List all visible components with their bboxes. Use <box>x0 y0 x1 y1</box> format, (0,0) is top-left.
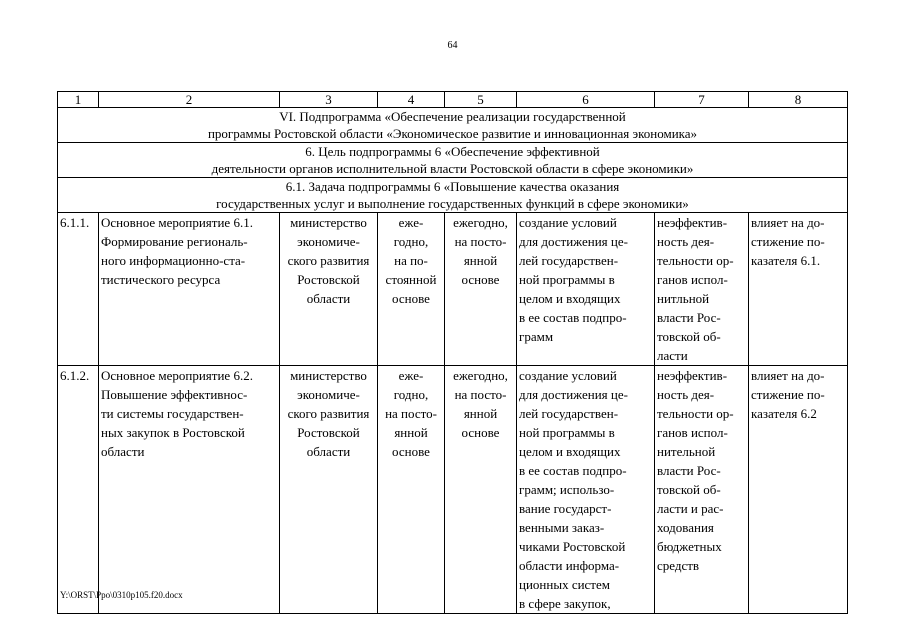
text-line: для достижения це- <box>519 387 628 402</box>
table-row <box>58 366 848 614</box>
text-line: ной программы в <box>519 272 615 287</box>
section-line: деятельности органов исполнительной власти Ростовской области в сфере экономики» <box>211 161 694 176</box>
text-line: годно, <box>393 234 429 249</box>
text-line: ежегодно, <box>453 368 508 383</box>
text-line: в ее состав подпро- <box>519 310 627 325</box>
text-line: ти системы государствен- <box>101 406 244 421</box>
text-line: основе <box>392 291 430 306</box>
text-line: тельности ор- <box>657 406 734 421</box>
text-line: ганов испол- <box>657 272 728 287</box>
table-row <box>58 213 848 366</box>
column-number-row <box>58 92 848 108</box>
text-line: министерство <box>290 368 367 383</box>
text-line: влияет на до- <box>751 368 825 383</box>
consequences <box>655 213 749 366</box>
text-line: области <box>306 291 351 306</box>
text-line: казателя 6.2 <box>751 406 817 421</box>
column-number: 3 <box>280 92 378 108</box>
text-line: янной <box>463 253 498 268</box>
section-line: 6.1. Задача подпрограммы 6 «Повышение качества оказания <box>285 179 620 194</box>
text-line: экономиче- <box>297 234 360 249</box>
section-goal <box>58 143 848 178</box>
executor <box>280 366 378 614</box>
text-line: неэффектив- <box>657 368 728 383</box>
text-line: на по- <box>394 253 428 268</box>
column-number: 4 <box>378 92 445 108</box>
section-subprogram <box>58 108 848 143</box>
text-line: казателя 6.1. <box>751 253 821 268</box>
section-heading <box>58 178 848 213</box>
text-line: грамм <box>519 329 554 344</box>
text-line: ходования <box>657 520 714 535</box>
section-line: программы Ростовской области «Экономическое развитие и инновационная экономика» <box>207 126 698 141</box>
text-line: основе <box>392 444 430 459</box>
start-term <box>378 366 445 614</box>
end-term <box>445 213 517 366</box>
text-line: вание государст- <box>519 501 612 516</box>
text-line: Основное мероприятие 6.1. <box>101 215 253 230</box>
measures-table <box>57 91 848 614</box>
text-line: средств <box>657 558 700 573</box>
text-line: бюджетных <box>657 539 722 554</box>
text-line: ского развития <box>287 406 370 421</box>
section-heading <box>58 108 848 143</box>
text-line: ной программы в <box>519 425 615 440</box>
text-line: венными заказ- <box>519 520 605 535</box>
column-number: 2 <box>99 92 280 108</box>
executor <box>280 213 378 366</box>
text-line: неэффектив- <box>657 215 728 230</box>
text-line: в ее состав подпро- <box>519 463 627 478</box>
text-line: товской об- <box>657 329 721 344</box>
text-line: ного информационно-ста- <box>101 253 246 268</box>
text-line: Ростовской <box>297 272 360 287</box>
text-line: нитльной <box>657 291 710 306</box>
text-line: янной <box>463 406 498 421</box>
text-line: Ростовской <box>297 425 360 440</box>
text-line: ных закупок в Ростовской <box>101 425 245 440</box>
section-line: 6. Цель подпрограммы 6 «Обеспечение эффективной <box>305 144 600 159</box>
text-line: лей государствен- <box>519 253 619 268</box>
text-line: ласти и рас- <box>657 501 724 516</box>
column-number: 1 <box>58 92 99 108</box>
text-line: еже- <box>398 368 424 383</box>
text-line: тистического ресурса <box>101 272 221 287</box>
measure-name <box>99 213 280 366</box>
section-line: государственных услуг и выполнение государственных функций в сфере экономики» <box>216 196 689 211</box>
text-line: ционных систем <box>519 577 610 592</box>
measure-name <box>99 366 280 614</box>
text-line: ласти <box>657 348 688 363</box>
text-line: создание условий <box>519 215 617 230</box>
text-line: области <box>101 444 145 459</box>
text-line: ежегодно, <box>453 215 508 230</box>
indicator-link <box>749 213 848 366</box>
text-line: Формирование региональ- <box>101 234 248 249</box>
section-task <box>58 178 848 213</box>
end-term <box>445 366 517 614</box>
text-line: тельности ор- <box>657 253 734 268</box>
expected-result <box>517 366 655 614</box>
text-line: ность дея- <box>657 387 715 402</box>
text-line: Повышение эффективнос- <box>101 387 248 402</box>
text-line: области <box>306 444 351 459</box>
text-line: экономиче- <box>297 387 360 402</box>
text-line: стижение по- <box>751 234 825 249</box>
column-number: 5 <box>445 92 517 108</box>
column-number: 7 <box>655 92 749 108</box>
footer-file-path: Y:\ORST\Ppo\0310p105.f20.docx <box>60 590 183 600</box>
text-line: министерство <box>290 215 367 230</box>
text-line: ского развития <box>287 253 370 268</box>
text-line: на посто- <box>454 387 507 402</box>
start-term <box>378 213 445 366</box>
text-line: власти Рос- <box>657 310 721 325</box>
text-line: целом и входящих <box>519 444 621 459</box>
text-line: целом и входящих <box>519 291 621 306</box>
consequences <box>655 366 749 614</box>
text-line: лей государствен- <box>519 406 619 421</box>
text-line: янной <box>394 425 428 440</box>
text-line: Основное мероприятие 6.2. <box>101 368 253 383</box>
text-line: товской об- <box>657 482 721 497</box>
text-line: годно, <box>393 387 429 402</box>
text-line: на посто- <box>454 234 507 249</box>
text-line: стижение по- <box>751 387 825 402</box>
row-number: 6.1.2. <box>58 366 99 614</box>
text-line: создание условий <box>519 368 617 383</box>
text-line: влияет на до- <box>751 215 825 230</box>
text-line: области информа- <box>519 558 620 573</box>
text-line: стоянной <box>385 272 437 287</box>
indicator-link <box>749 366 848 614</box>
text-line: для достижения це- <box>519 234 628 249</box>
text-line: основе <box>461 272 500 287</box>
text-line: еже- <box>398 215 424 230</box>
text-line: чиками Ростовской <box>519 539 626 554</box>
text-line: в сфере закупок, <box>519 596 611 611</box>
text-line: грамм; использо- <box>519 482 615 497</box>
column-number: 6 <box>517 92 655 108</box>
text-line: основе <box>461 425 500 440</box>
text-line: власти Рос- <box>657 463 721 478</box>
section-heading <box>58 143 848 178</box>
expected-result <box>517 213 655 366</box>
text-line: нительной <box>657 444 716 459</box>
text-line: ганов испол- <box>657 425 728 440</box>
column-number: 8 <box>749 92 848 108</box>
page-number: 64 <box>447 40 458 51</box>
text-line: на посто- <box>385 406 437 421</box>
section-line: VI. Подпрограмма «Обеспечение реализации государственной <box>279 109 626 124</box>
row-number: 6.1.1. <box>58 213 99 366</box>
text-line: ность дея- <box>657 234 715 249</box>
